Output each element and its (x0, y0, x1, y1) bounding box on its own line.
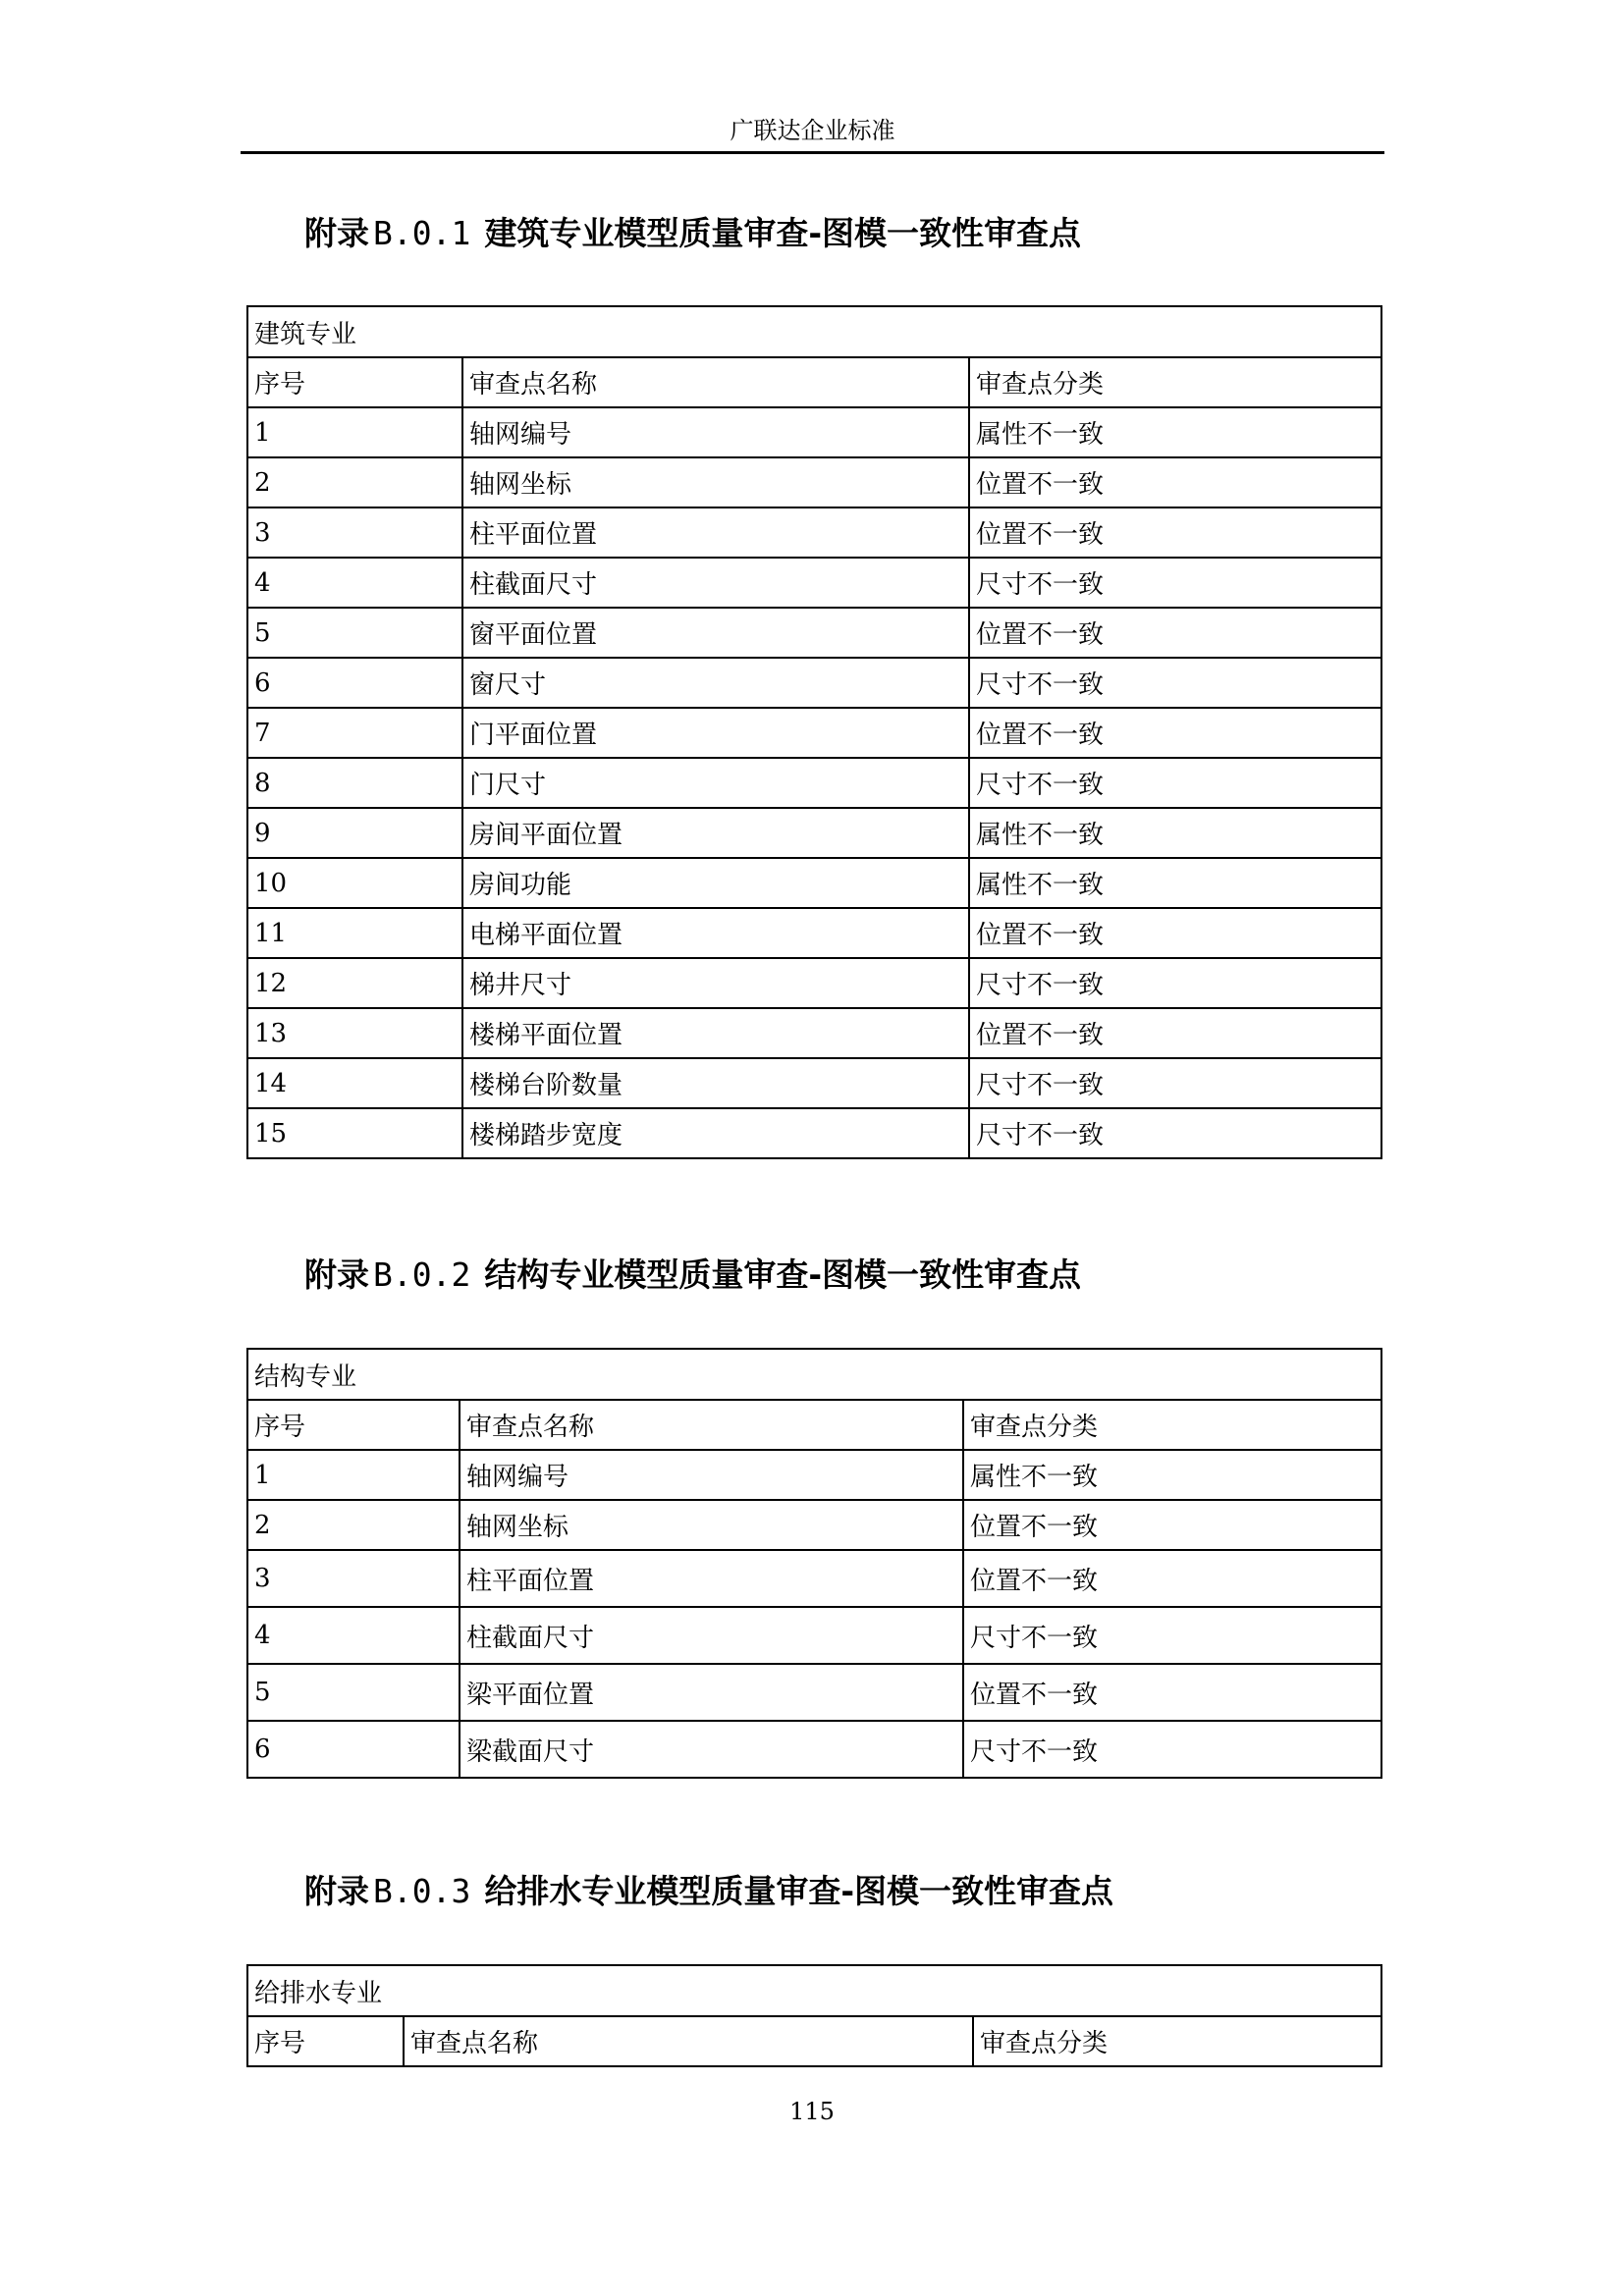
check-item-name: 楼梯台阶数量 (462, 1058, 969, 1108)
row-number: 1 (247, 407, 462, 457)
row-number: 3 (247, 1550, 460, 1607)
section-code: B.0.1 (373, 214, 471, 252)
page-number: 115 (789, 2098, 835, 2125)
table-header-row (247, 2016, 1381, 2066)
row-number: 4 (247, 558, 462, 608)
check-item-name: 轴网坐标 (462, 457, 969, 507)
group-row (247, 306, 1381, 357)
table-row (247, 1450, 1381, 1500)
row-number: 11 (247, 908, 462, 958)
table-row (247, 958, 1381, 1008)
table-row (247, 708, 1381, 758)
column-header: 序号 (247, 357, 462, 407)
row-number: 8 (247, 758, 462, 808)
check-item-name: 柱截面尺寸 (462, 558, 969, 608)
table-row (247, 1721, 1381, 1778)
table-row (247, 608, 1381, 658)
table-row (247, 858, 1381, 908)
table-row (247, 558, 1381, 608)
column-header: 审查点名称 (462, 357, 969, 407)
row-number: 12 (247, 958, 462, 1008)
check-item-category: 位置不一致 (969, 908, 1381, 958)
section-title-b02 (304, 1253, 1081, 1298)
table-row (247, 1664, 1381, 1721)
check-item-name: 柱截面尺寸 (460, 1607, 963, 1664)
table-row (247, 1108, 1381, 1158)
row-number: 9 (247, 808, 462, 858)
check-item-category: 尺寸不一致 (969, 558, 1381, 608)
row-number: 1 (247, 1450, 460, 1500)
check-item-name: 房间平面位置 (462, 808, 969, 858)
page-header: 广联达企业标准 (730, 117, 895, 144)
row-number: 3 (247, 507, 462, 558)
group-label: 结构专业 (247, 1349, 1381, 1400)
section-prefix: 附录 (304, 1255, 369, 1294)
check-item-name: 梯井尺寸 (462, 958, 969, 1008)
check-item-category: 属性不一致 (969, 858, 1381, 908)
section-code: B.0.3 (373, 1872, 471, 1910)
row-number: 13 (247, 1008, 462, 1058)
row-number: 2 (247, 1500, 460, 1550)
check-item-name: 柱平面位置 (460, 1550, 963, 1607)
check-item-name: 楼梯踏步宽度 (462, 1108, 969, 1158)
row-number: 14 (247, 1058, 462, 1108)
row-number: 10 (247, 858, 462, 908)
section-code: B.0.2 (373, 1255, 471, 1294)
header-rule (241, 151, 1384, 154)
group-label: 给排水专业 (247, 1965, 1381, 2016)
row-number: 6 (247, 658, 462, 708)
review-table-body (247, 1349, 1381, 1778)
group-row (247, 1965, 1381, 2016)
table-row (247, 758, 1381, 808)
check-item-category: 尺寸不一致 (969, 958, 1381, 1008)
section-prefix: 附录 (304, 1872, 369, 1910)
column-header: 序号 (247, 1400, 460, 1450)
check-item-name: 轴网坐标 (460, 1500, 963, 1550)
table-row (247, 1008, 1381, 1058)
group-label: 建筑专业 (247, 306, 1381, 357)
check-item-name: 轴网编号 (460, 1450, 963, 1500)
check-item-category: 位置不一致 (969, 457, 1381, 507)
check-item-category: 尺寸不一致 (969, 758, 1381, 808)
check-item-category: 位置不一致 (963, 1500, 1381, 1550)
column-header: 审查点名称 (460, 1400, 963, 1450)
table-row (247, 507, 1381, 558)
check-item-name: 楼梯平面位置 (462, 1008, 969, 1058)
check-item-category: 尺寸不一致 (963, 1607, 1381, 1664)
check-item-category: 位置不一致 (963, 1550, 1381, 1607)
check-item-name: 梁截面尺寸 (460, 1721, 963, 1778)
table-header-row (247, 357, 1381, 407)
table-row (247, 1607, 1381, 1664)
check-item-category: 位置不一致 (969, 507, 1381, 558)
group-row (247, 1349, 1381, 1400)
column-header: 序号 (247, 2016, 404, 2066)
check-item-category: 属性不一致 (963, 1450, 1381, 1500)
table-row (247, 1058, 1381, 1108)
section-prefix: 附录 (304, 214, 369, 252)
table-row (247, 1500, 1381, 1550)
check-item-name: 门尺寸 (462, 758, 969, 808)
check-item-name: 窗尺寸 (462, 658, 969, 708)
section-title-text: 结构专业模型质量审查-图模一致性审查点 (484, 1255, 1082, 1294)
column-header: 审查点分类 (973, 2016, 1381, 2066)
check-item-category: 位置不一致 (969, 1008, 1381, 1058)
column-header: 审查点分类 (963, 1400, 1381, 1450)
table-row (247, 658, 1381, 708)
review-table-structure (246, 1348, 1382, 1779)
table-row (247, 808, 1381, 858)
check-item-name: 梁平面位置 (460, 1664, 963, 1721)
section-title-b01 (304, 211, 1081, 256)
check-item-category: 尺寸不一致 (969, 1108, 1381, 1158)
row-number: 5 (247, 608, 462, 658)
check-item-name: 窗平面位置 (462, 608, 969, 658)
review-table-plumbing (246, 1964, 1382, 2067)
row-number: 7 (247, 708, 462, 758)
column-header: 审查点分类 (969, 357, 1381, 407)
column-header: 审查点名称 (404, 2016, 973, 2066)
section-title-text: 给排水专业模型质量审查-图模一致性审查点 (484, 1872, 1114, 1910)
section-title-b03 (304, 1869, 1113, 1914)
table-row (247, 908, 1381, 958)
check-item-name: 轴网编号 (462, 407, 969, 457)
row-number: 6 (247, 1721, 460, 1778)
check-item-category: 位置不一致 (969, 708, 1381, 758)
check-item-category: 属性不一致 (969, 407, 1381, 457)
check-item-name: 房间功能 (462, 858, 969, 908)
check-item-category: 尺寸不一致 (969, 1058, 1381, 1108)
section-title-text: 建筑专业模型质量审查-图模一致性审查点 (484, 214, 1082, 252)
row-number: 15 (247, 1108, 462, 1158)
review-table-architecture (246, 305, 1382, 1159)
table-row (247, 407, 1381, 457)
review-table-body (247, 1965, 1381, 2066)
row-number: 5 (247, 1664, 460, 1721)
table-row (247, 457, 1381, 507)
row-number: 2 (247, 457, 462, 507)
review-table-body (247, 306, 1381, 1158)
table-row (247, 1550, 1381, 1607)
check-item-category: 属性不一致 (969, 808, 1381, 858)
row-number: 4 (247, 1607, 460, 1664)
check-item-name: 门平面位置 (462, 708, 969, 758)
check-item-category: 尺寸不一致 (963, 1721, 1381, 1778)
check-item-category: 尺寸不一致 (969, 658, 1381, 708)
table-header-row (247, 1400, 1381, 1450)
check-item-category: 位置不一致 (969, 608, 1381, 658)
check-item-name: 柱平面位置 (462, 507, 969, 558)
check-item-name: 电梯平面位置 (462, 908, 969, 958)
check-item-category: 位置不一致 (963, 1664, 1381, 1721)
